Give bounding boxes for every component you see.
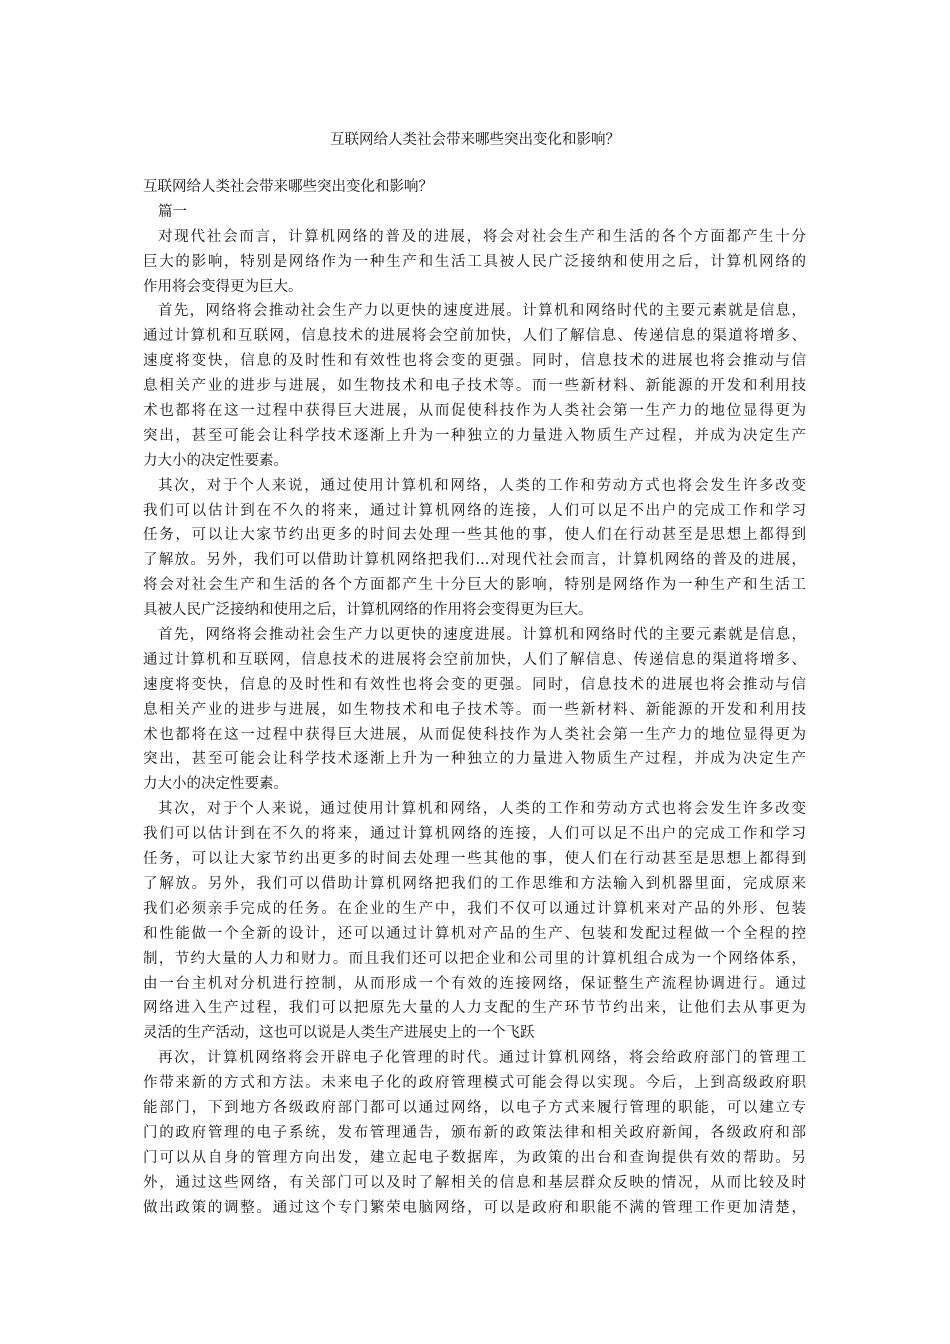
body-line: 将会对社会生产和生活的各个方面都产生十分巨大的影响，特别是网络作为一种生产和生活工 — [143, 577, 806, 594]
body-line: 做出政策的调整。通过这个专门繁荣电脑网络，可以是政府和职能不满的管理工作更加清楚， — [143, 1199, 806, 1216]
body-line: 门可以从自身的管理方向出发，建立起电子数据库，为政策的出台和查询提供有效的帮助。另 — [143, 1149, 806, 1166]
body-line: 通过计算机和互联网，信息技术的进展将会空前加快，人们了解信息、传递信息的渠道将增多、 — [143, 328, 806, 345]
body-line: 任务，可以让大家节约出更多的时间去处理一些其他的事，使人们在行动甚至是思想上都得到 — [143, 527, 806, 544]
body-line: 其次，对于个人来说，通过使用计算机和网络，人类的工作和劳动方式也将会发生许多改变 — [158, 801, 806, 818]
body-line: 具被人民广泛接纳和使用之后，计算机网络的作用将会变得更为巨大。 — [143, 602, 593, 619]
body-line: 速度将变快，信息的及时性和有效性也将会变的更强。同时，信息技术的进展也将会推动与信 — [143, 353, 806, 370]
body-line: 其次，对于个人来说，通过使用计算机和网络，人类的工作和劳动方式也将会发生许多改变 — [158, 477, 806, 494]
body-line: 灵活的生产活动，这也可以说是人类生产进展史上的一个飞跃 — [143, 1025, 535, 1042]
body-line: 力大小的决定性要素。 — [143, 452, 288, 469]
body-line: 互联网给人类社会带来哪些突出变化和影响？ — [143, 179, 433, 195]
body-line: 通过计算机和互联网，信息技术的进展将会空前加快，人们了解信息、传递信息的渠道将增多、 — [143, 651, 806, 668]
body-line: 突出，甚至可能会让科学技术逐渐上升为一种独立的力量进入物质生产过程，并成为决定生产 — [143, 751, 806, 768]
body-line: 了解放。另外，我们可以借助计算机网络把我们...对现代社会而言，计算机网络的普及的进展， — [143, 552, 806, 569]
body-line: 首先，网络将会推动社会生产力以更快的速度进展。计算机和网络时代的主要元素就是信息， — [158, 303, 806, 320]
body-line: 作用将会变得更为巨大。 — [143, 278, 303, 295]
body-line: 作带来新的方式和方法。未来电子化的政府管理模式可能会得以实现。今后，上到高级政府职 — [143, 1075, 806, 1092]
body-line: 息相关产业的进步与进展，如生物技术和电子技术等。而一些新材料、新能源的开发和利用技 — [143, 701, 806, 718]
body-line: 能部门，下到地方各级政府部门都可以通过网络，以电子方式来履行管理的职能，可以建立专 — [143, 1099, 806, 1116]
body-line: 力大小的决定性要素。 — [143, 776, 288, 793]
body-line: 任务，可以让大家节约出更多的时间去处理一些其他的事，使人们在行动甚至是思想上都得到 — [143, 851, 806, 868]
body-line: 外，通过这些网络，有关部门可以及时了解相关的信息和基层群众反映的情况，从而比较及时 — [143, 1174, 806, 1191]
body-line: 门的政府管理的电子系统，发布管理通告，颁布新的政策法律和相关政府新闻，各级政府和部 — [143, 1124, 806, 1141]
body-line: 我们可以估计到在不久的将来，通过计算机网络的连接，人们可以足不出户的完成工作和学习 — [143, 826, 806, 843]
body-line: 我们可以估计到在不久的将来，通过计算机网络的连接，人们可以足不出户的完成工作和学习 — [143, 502, 806, 519]
body-line: 息相关产业的进步与进展，如生物技术和电子技术等。而一些新材料、新能源的开发和利用技 — [143, 378, 806, 395]
body-line: 由一台主机对分机进行控制，从而形成一个有效的连接网络，保证整生产流程协调进行。通过 — [143, 975, 806, 992]
body-line: 速度将变快，信息的及时性和有效性也将会变的更强。同时，信息技术的进展也将会推动与信 — [143, 676, 806, 693]
body-line: 我们必须亲手完成的任务。在企业的生产中，我们不仅可以通过计算机来对产品的外形、包装 — [143, 900, 806, 917]
body-line: 术也都将在这一过程中获得巨大进展，从而促使科技作为人类社会第一生产力的地位显得更为 — [143, 403, 806, 420]
body-line: 术也都将在这一过程中获得巨大进展，从而促使科技作为人类社会第一生产力的地位显得更为 — [143, 726, 806, 743]
body-line: 网络进入生产过程，我们可以把原先大量的人力支配的生产环节节约出来，让他们去从事更为 — [143, 1000, 806, 1017]
document-title: 互联网给人类社会带来哪些突出变化和影响？ — [330, 132, 620, 148]
body-line: 和性能做一个全新的设计，还可以通过计算机对产品的生产、包装和发配过程做一个全程的控 — [143, 925, 806, 942]
body-line: 篇一 — [158, 203, 187, 220]
body-line: 巨大的影响，特别是网络作为一种生产和生活工具被人民广泛接纳和使用之后，计算机网络的 — [143, 253, 806, 270]
body-line: 对现代社会而言，计算机网络的普及的进展，将会对社会生产和生活的各个方面都产生十分 — [158, 228, 806, 245]
body-line: 首先，网络将会推动社会生产力以更快的速度进展。计算机和网络时代的主要元素就是信息， — [158, 627, 806, 644]
body-line: 突出，甚至可能会让科学技术逐渐上升为一种独立的力量进入物质生产过程，并成为决定生产 — [143, 427, 806, 444]
document-body — [143, 175, 806, 1220]
body-line: 再次，计算机网络将会开辟电子化管理的时代。通过计算机网络，将会给政府部门的管理工 — [158, 1050, 806, 1067]
body-line: 了解放。另外，我们可以借助计算机网络把我们的工作思维和方法输入到机器里面，完成原来 — [143, 875, 806, 892]
body-line: 制，节约大量的人力和财力。而且我们还可以把企业和公司里的计算机组合成为一个网络体系， — [143, 950, 806, 967]
